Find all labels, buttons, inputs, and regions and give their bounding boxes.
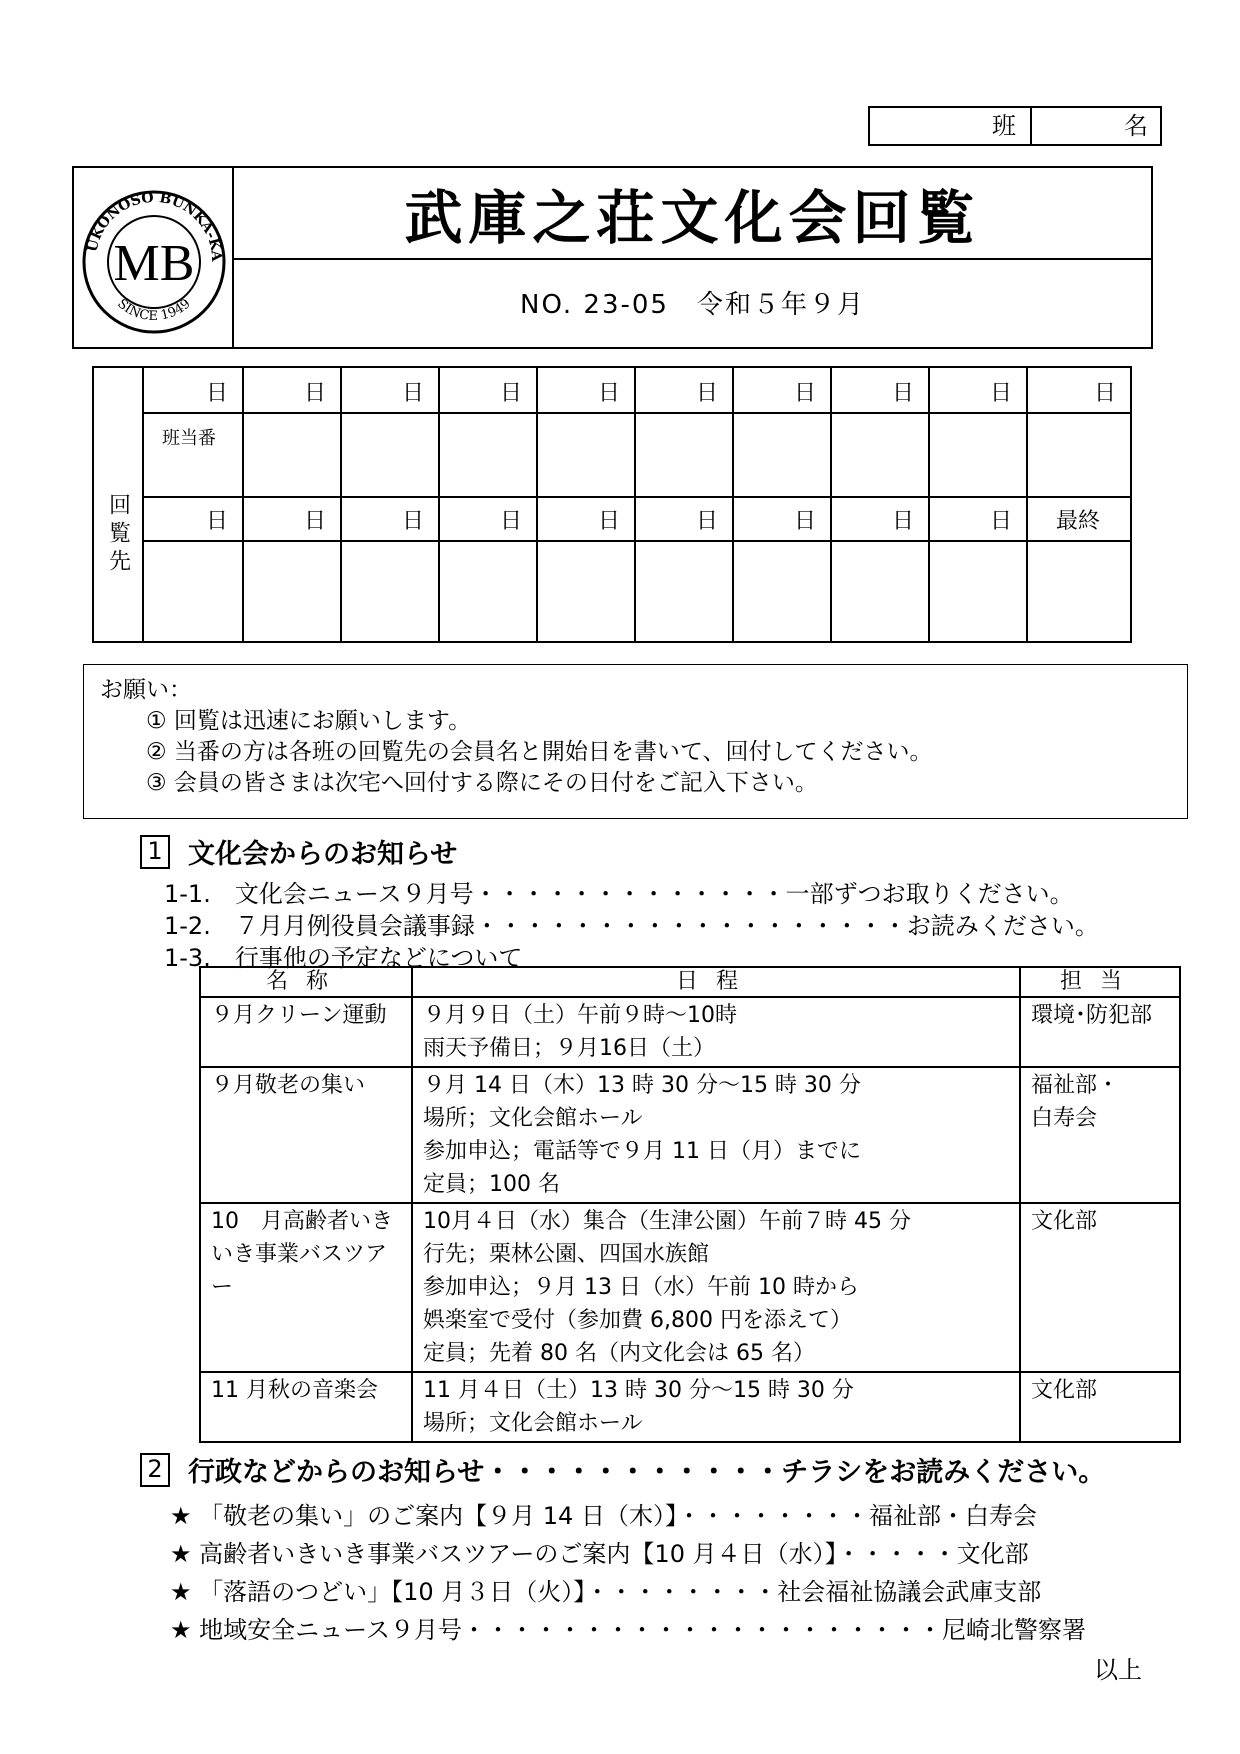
day-label: 日 (499, 381, 522, 406)
day-label: 日 (793, 509, 816, 534)
logo-ring-text: UKONOSO BUNKA-KA (84, 189, 225, 262)
day-label: 日 (695, 509, 718, 534)
day-label: 日 (793, 381, 816, 406)
schedule-line: 雨天予備日；９月16日（土） (423, 1036, 715, 1061)
notice-item: ★ 地域安全ニュース９月号・・・・・・・・・・・・・・・・・・・・尼崎北警察署 (170, 1616, 1086, 1644)
circulation-side-label: 回覧先 (94, 368, 144, 641)
schedule-line: 定員；100 名 (423, 1172, 560, 1197)
schedule-line: 参加申込；９月 13 日（水）午前 10 時から (423, 1275, 859, 1300)
day-label: 日 (205, 509, 228, 534)
header-box (72, 166, 1153, 349)
day-label: 日 (695, 381, 718, 406)
schedule-line: 場所；文化会館ホール (423, 1106, 643, 1131)
section1-heading (140, 832, 457, 871)
table-row (200, 1372, 1180, 1442)
schedule-line: 行先；栗林公園、四国水族館 (423, 1242, 710, 1267)
request-item: ① 回覧は迅速にお願いします。 (146, 708, 472, 734)
day-label: 日 (499, 509, 522, 534)
schedule-line: 娯楽室で受付（参加費 6,800 円を添えて） (423, 1308, 852, 1333)
day-label: 日 (989, 509, 1012, 534)
event-schedule (412, 997, 1020, 1067)
event-schedule (412, 1372, 1020, 1442)
schedule-line: 11 月４日（土）13 時 30 分～15 時 30 分 (423, 1378, 854, 1403)
issue-cell (234, 258, 1151, 347)
schedule-table (199, 966, 1181, 1443)
section1-title: 文化会からのお知らせ (188, 839, 458, 870)
issue-number: NO. 23-05 令和５年９月 (520, 290, 865, 320)
logo-since-text: SINCE 1949 (114, 296, 194, 325)
day-label: 日 (989, 381, 1012, 406)
event-owner: 文化部 (1020, 1203, 1180, 1372)
day-label: 日 (205, 381, 228, 406)
day-label: 日 (891, 381, 914, 406)
day-label: 日 (401, 509, 424, 534)
section1-line: 1-2. ７月月例役員会議事録・・・・・・・・・・・・・・・・・・お読みください。 (164, 912, 1099, 940)
column-header: 名称 (200, 967, 412, 997)
title-cell (234, 168, 1151, 260)
day-label: 日 (303, 381, 326, 406)
event-name: 10 月高齢者いきいき事業バスツアー (200, 1203, 412, 1372)
schedule-line: ９月９日（土）午前９時～10時 (423, 1003, 737, 1028)
request-heading: お願い： (100, 677, 192, 703)
han-name-box (868, 106, 1162, 146)
day-label: 日 (597, 509, 620, 534)
section2-number: 2 (140, 1453, 170, 1487)
event-schedule (412, 1067, 1020, 1203)
han-label: 班 (870, 108, 1032, 144)
event-schedule (412, 1203, 1020, 1372)
event-name: ９月敬老の集い (200, 1067, 412, 1203)
event-name: 11 月秋の音楽会 (200, 1372, 412, 1442)
schedule-line: 10月４日（水）集合（生津公園）午前７時 45 分 (423, 1209, 911, 1234)
grid-row-line (144, 540, 1130, 542)
logo-cell (74, 168, 234, 347)
duty-label: 班当番 (162, 428, 216, 449)
event-owner: 福祉部・ 白寿会 (1020, 1067, 1180, 1203)
event-name: ９月クリーン運動 (200, 997, 412, 1067)
final-label: 最終 (1055, 509, 1100, 534)
day-label: 日 (1093, 381, 1116, 406)
section2-title: 行政などからのお知らせ・・・・・・・・・・・チラシをお読みください。 (188, 1457, 1106, 1488)
day-label: 日 (401, 381, 424, 406)
logo-monogram: MB (113, 235, 195, 292)
event-owner: 文化部 (1020, 1372, 1180, 1442)
section1-line: 1-3. 行事他の予定などについて (164, 944, 523, 972)
schedule-line: 参加申込；電話等で９月 11 日（月）までに (423, 1139, 861, 1164)
table-header-row (200, 967, 1180, 997)
schedule-line: 定員；先着 80 名（内文化会は 65 名） (423, 1341, 815, 1366)
notice-item: ★ 「落語のつどい」【10 月３日（火）】・・・・・・・・社会福祉協議会武庫支部 (170, 1578, 1042, 1606)
notice-item: ★ 「敬老の集い」のご案内【９月 14 日（木）】・・・・・・・・福祉部・白寿会 (170, 1502, 1037, 1530)
day-label: 日 (597, 381, 620, 406)
mb-logo (74, 168, 230, 347)
closing-text: 以上 (1094, 1656, 1142, 1684)
day-label: 日 (891, 509, 914, 534)
grid-row-line (144, 496, 1130, 498)
request-item: ③ 会員の皆さまは次宅へ回付する際にその日付をご記入下さい。 (146, 770, 818, 796)
day-label: 日 (303, 509, 326, 534)
name-label: 名 (1124, 112, 1148, 140)
request-box (83, 664, 1188, 819)
column-header: 担当 (1020, 967, 1180, 997)
section2-heading (140, 1450, 1105, 1489)
request-item: ② 当番の方は各班の回覧先の会員名と開始日を書いて、回付してください。 (146, 739, 933, 765)
event-owner: 環境･防犯部 (1020, 997, 1180, 1067)
table-row (200, 1203, 1180, 1372)
section1-number: 1 (140, 835, 170, 869)
table-row (200, 1067, 1180, 1203)
grid-row-line (144, 412, 1130, 414)
section1-line: 1-1. 文化会ニュース９月号・・・・・・・・・・・・・一部ずつお取りください。 (164, 880, 1074, 908)
page-title: 武庫之荘文化会回覧 (404, 184, 981, 252)
schedule-line: 場所；文化会館ホール (423, 1411, 643, 1436)
circulation-grid (92, 366, 1132, 643)
table-row (200, 997, 1180, 1067)
notice-item: ★ 高齢者いきいき事業バスツアーのご案内【10 月４日（水）】・・・・・文化部 (170, 1540, 1029, 1568)
schedule-line: ９月 14 日（木）13 時 30 分～15 時 30 分 (423, 1073, 861, 1098)
column-header: 日程 (412, 967, 1020, 997)
